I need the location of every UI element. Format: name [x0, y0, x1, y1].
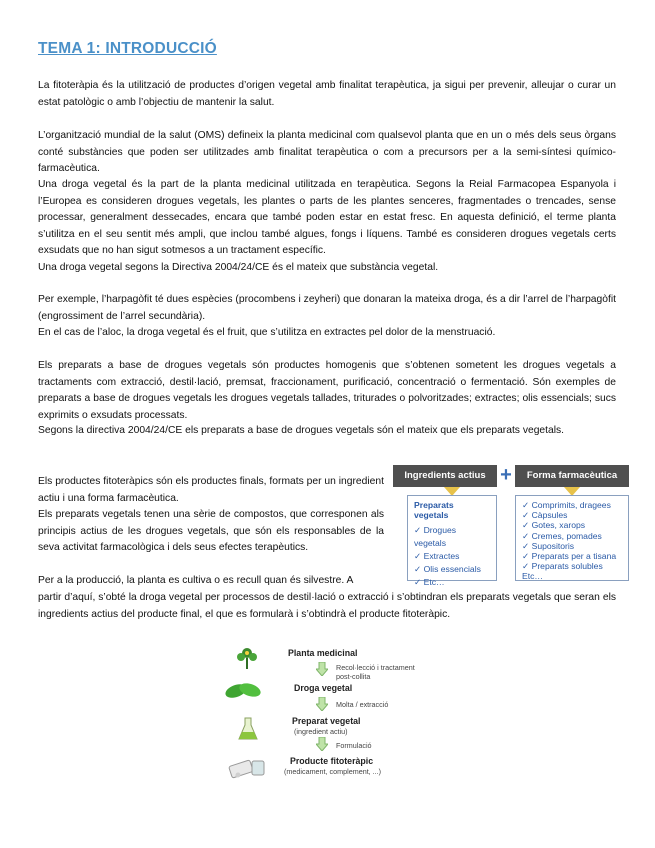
- list-item: ✓ Comprimits, dragees: [522, 500, 611, 510]
- paragraph-aloc: En el cas de l’aloc, la droga vegetal és el fruit, que s’utilitza en extractes pel dolor de la menstruació.: [38, 327, 496, 338]
- paragraph-harpagofit: Per exemple, l’harpagòfit té dues espècies (procombens i zeyheri) que donaran la mateixa droga, és a dir l’arrel de l’harpagòfit (engrossiment de l’arrel secundària).: [38, 294, 616, 322]
- step-preparat-vegetal: Preparat vegetal: [292, 716, 361, 726]
- ingredients-actius-header: Ingredients actius: [393, 465, 497, 487]
- arrow-down-icon: [316, 737, 328, 751]
- list-item: ✓ Etc…: [414, 577, 445, 587]
- list-item: ✓ Supositoris: [522, 540, 575, 551]
- step-preparat-note: (ingredient actiu): [294, 727, 348, 736]
- paragraph-fitoterapia: La fitoteràpia és la utilització de productes d’origen vegetal amb finalitat terapèutica, ja sigui per prevenir, alleujar o curar un estat patològic o amb l’objectiu de mantenir la salut.: [38, 80, 616, 108]
- paragraph-directiva-droga: Una droga vegetal segons la Directiva 2004/24/CE és el mateix que substància vegetal.: [38, 262, 439, 273]
- leaves-icon: [224, 679, 262, 701]
- list-item: Etc…: [522, 571, 544, 582]
- step-producte-note: (medicament, complement, ...): [284, 767, 382, 776]
- step-producte-fitoterapic: Producte fitoteràpic: [290, 756, 374, 766]
- paragraph-directiva-preparats: Segons la directiva 2004/24/CE els preparats a base de drogues vegetals són el mateix que els preparats vegetals.: [38, 425, 565, 436]
- plant-icon: [234, 645, 260, 671]
- ingredients-forma-infographic: [393, 464, 629, 587]
- step-recollection-note: Recol·lecció i tractament post-collita: [336, 663, 415, 681]
- paragraph-produccio-start: Per a la producció, la planta es cultiva o es recull quan és silvestre. A: [38, 575, 354, 586]
- list-item: ✓ Preparats per a tisana: [522, 551, 617, 562]
- production-flow-diagram: [220, 645, 420, 785]
- step-planta-medicinal: Planta medicinal: [288, 648, 358, 658]
- list-item: ✓ Olis essencials: [414, 564, 481, 574]
- arrow-down-icon: [316, 662, 328, 676]
- flask-icon: [238, 717, 258, 741]
- paragraph-produccio-rest: partir d’aquí, s’obté la droga vegetal per processos de destil·lació o extracció i s’obtindran els preparats vegetals que seran els ingredients actius del producte final, el que es formularà i s’obtindrà el producte fitoteràpic.: [38, 592, 616, 620]
- preparats-vegetals-title: Preparats vegetals: [414, 500, 454, 520]
- pills-icon: [228, 757, 268, 779]
- list-item: ✓ Cremes, pomades: [522, 530, 602, 541]
- step-molta-note: Molta / extracció: [336, 700, 389, 709]
- plus-icon: +: [500, 464, 512, 486]
- paragraph-preparats: Els preparats a base de drogues vegetals són productes homogenis que s’obtenen sometent les drogues vegetals a tractaments com extracció, destil·lació, premsat, fraccionament, purificació, concentració o fermentació. Són exemples de preparats a base de drogues vegetals les drogues vegetals tallades, triturades o polvoritzades; extractes; olis essencials; sucs exprimits o exsudats processats.: [38, 360, 616, 421]
- list-item: ✓ Gotes, xarops: [522, 520, 586, 531]
- paragraph-droga-vegetal: Una droga vegetal és la part de la planta medicinal utilitzada en terapèutica. Segons la Reial Farmacopea Espanyola i l’Europea es consideren drogues vegetals, les plantes o parts de les plantes senceres, fragmentades o trencades, sense processar, generalment dessecades, encara que també poden estar en estat fresc. En aquesta definició, el terme planta s’utilitza en el seu sentit més ampli, que inclou també algues, fongs i líquens. També es consideren drogues vegetals certs exsudats que no han sigut sotmesos a un tractament específic.: [38, 179, 616, 256]
- paragraph-oms: L’organització mundial de la salut (OMS) defineix la planta medicinal com qualsevol planta que en un o més dels seus òrgans conté substàncies que poden ser utilitzades amb finalitat terapèutica o com a precursors per a la semi-síntesi químico-farmacèutica.: [38, 130, 616, 174]
- list-item: ✓ Extractes: [414, 551, 460, 561]
- paragraph-productes-fitoterapics: Els productes fitoteràpics són els productes finals, formats per un ingredient actiu i una forma farmacèutica.: [38, 476, 384, 504]
- forma-farmaceutica-panel: [515, 495, 629, 581]
- step-formulacio-note: Formulació: [336, 741, 372, 750]
- page-title: TEMA 1: INTRODUCCIÓ: [38, 40, 217, 57]
- list-item: ✓ Càpsules: [522, 510, 568, 521]
- forma-farmaceutica-header: Forma farmacèutica: [515, 465, 629, 487]
- list-item: ✓ Drogues vegetals: [414, 525, 457, 548]
- preparats-vegetals-panel: [407, 495, 497, 587]
- paragraph-compostos: Els preparats vegetals tenen una sèrie de compostos, que corresponen als principis actius de les drogues vegetals, que són els responsables de la seva activitat farmacològica i dels seus efectes terapèutics.: [38, 509, 384, 553]
- arrow-down-icon: [316, 697, 328, 711]
- step-droga-vegetal: Droga vegetal: [294, 683, 353, 693]
- list-item: ✓ Preparats solubles: [522, 561, 603, 572]
